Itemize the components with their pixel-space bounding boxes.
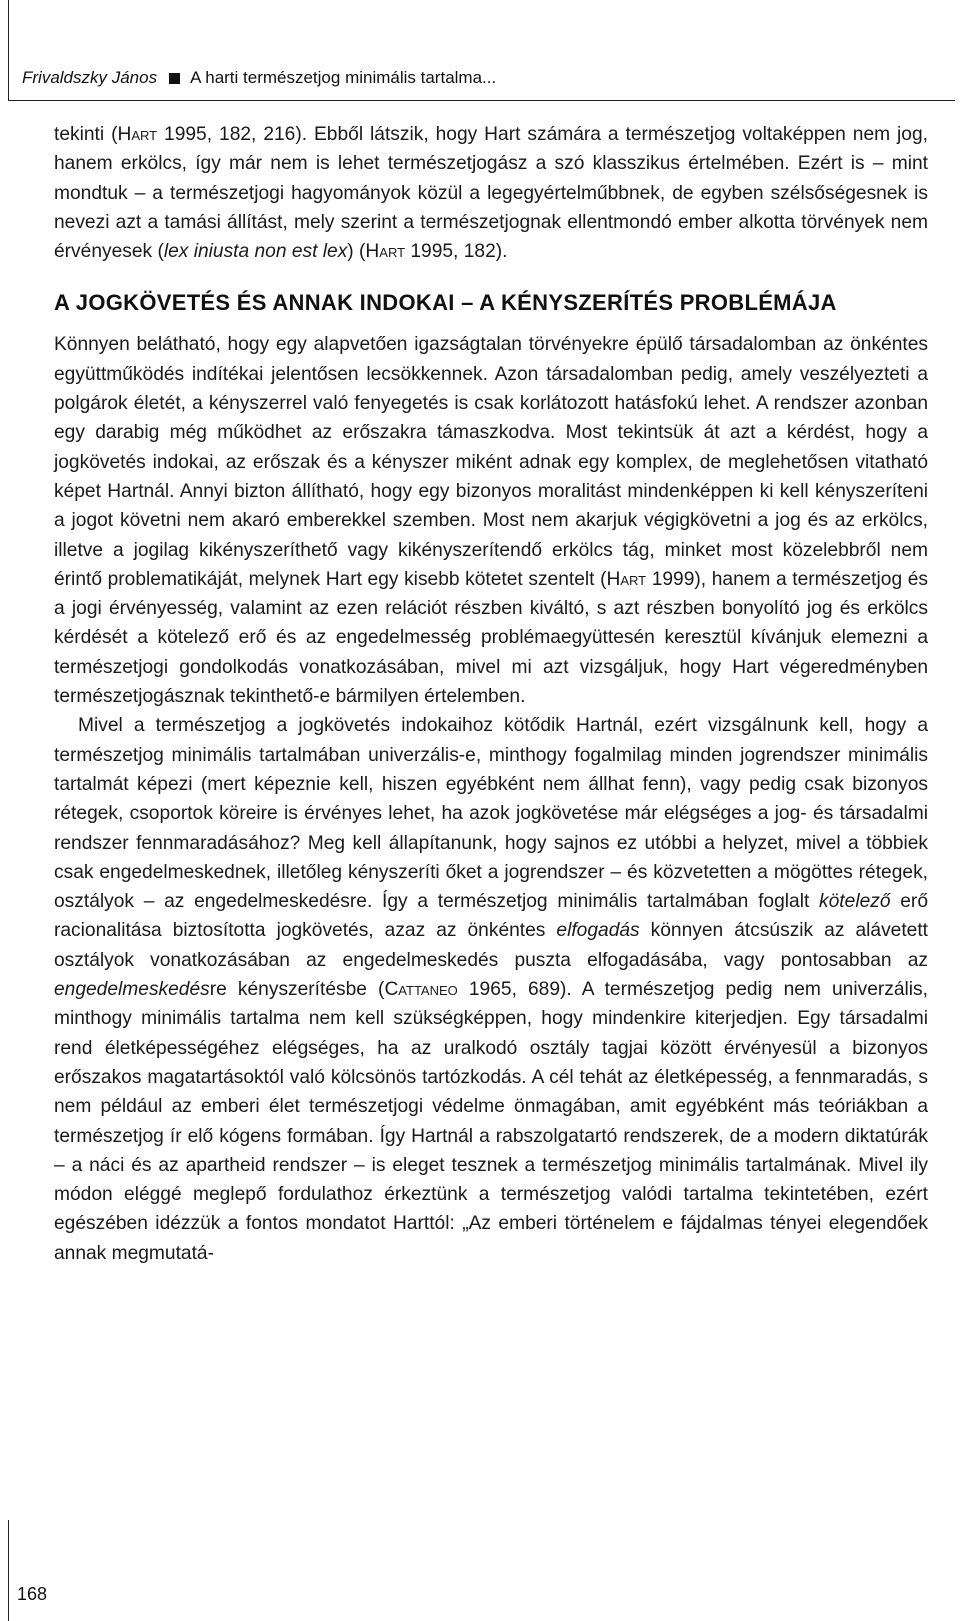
running-header (22, 68, 496, 88)
page-number: 168 (17, 1584, 48, 1604)
citation-author: Hart (606, 568, 647, 590)
header-title: A harti természetjog minimális tartalma... (190, 68, 497, 87)
paragraph-3: Mivel a természetjog a jogkövetés indokaihoz kötődik Hartnál, ezért vizsgálnunk kell, hogy a természetjog minimális tartalmában univerzális-e, minthogy fogalmilag minden jogrendszer minimális tartalmát képezi (mert képeznie kell, hiszen egyébként nem állhat fenn), vagy pedig csak bizonyos rétegek, csoportok köreire is érvényes lehet, ha azok jogkövetése már elégséges a jog- és társadalmi rendszer fennmaradásához? Meg kell állapítanunk, hogy sajnos ez utóbbi a helyzet, mivel a többiek csak engedelmeskednek, illetőleg kényszeríti őket a jogrendszer – és közvetetten a mögöttes rétegek, osztályok – az engedelmeskedésre. Így a természetjog minimális tartalmában foglalt kötelező erő racionalitása biztosította jogkövetés, azaz az önkéntes elfogadás könnyen átcsúszik az alávetett osztályok vonatkozásában az engedelmeskedés puszta elfogadásába, vagy pontosabban az engedelmeskedésre kényszerítésbe (Cattaneo 1965, 689). A természetjog pedig nem univerzális, minthogy minimális tartalma nem kell szükségképpen, hogy mindenkire kiterjedjen. Egy társadalmi rend életképességéhez elégséges, ha az uralkodó osztály tagjai között érvényesül a bizonyos erőszakos magatartásoktól való kölcsönös tartózkodás. A cél tehát az életképesség, a fennmaradás, s nem például az emberi élet természetjogi védelme önmagában, amit egyébként más teóriákban a természetjog ír elő kógens formában. Így Hartnál a rabszolgatartó rendszerek, de a modern diktatúrák – a náci és az apartheid rendszer – is eleget tesznek a természetjog minimális tartalmának. Mivel ily módon eléggé meglepő fordulathoz érkeztünk a természetjog valódi tartalma tekintetében, ezért egészében idézzük a fontos mondatot Harttól: „Az emberi történelem e fájdalmas tényei elegendőek annak megmutatá- (54, 715, 928, 1264)
citation-author: Hart (117, 124, 158, 145)
square-bullet-icon (169, 73, 180, 84)
emphasis: kötelező (819, 891, 891, 913)
header-author: Frivaldszky János (22, 68, 158, 87)
citation-author: Hart (365, 241, 406, 263)
section-heading: A JOGKÖVETÉS ÉS ANNAK INDOKAI – A KÉNYSZERÍTÉS PROBLÉMÁJA (54, 290, 837, 316)
paragraph-2: Könnyen belátható, hogy egy alapvetően igazságtalan törvényekre épülő társadalomban az önkéntes együttműködés indítékai jelentősen lecsökkennek. Azon társadalomban pedig, amely veszélyezteti a polgárok életét, a kényszerrel való fenyegetés is csak korlátozott hatásfokú lehet. A rendszer azonban egy darabig még működhet az erőszakra támaszkodva. Most tekintsük át azt a kérdést, hogy a jogkövetés indokai, az erőszak és a kényszer miként adnak egy komplex, de meglehetősen vitatható képet Hartnál. Annyi bizton állítható, hogy egy bizonyos moralitást mindenképpen ki kell kényszeríteni a jogot követni nem akaró emberekkel szemben. Most nem akarjuk végigkövetni a jog és az erkölcs, illetve a jogilag kikényszeríthető vagy kikényszerítendő erkölcs tág, minket most közelebbről nem érintő problematikáját, melynek Hart egy kisebb kötetet szentelt (Hart 1999), hanem a természetjog és a jogi érvényesség, valamint az ezen relációt részben kiváltó, s azt részben bonyolító jog és erkölcs kérdését a kötelező erő és az engedelmesség problémaegyüttesén keresztül kívánjuk elemezni a természetjogi gondolkodás vonatkozásában, mivel mi azt vizsgáljuk, hogy Hart végeredményben természetjogásznak tekinthető-e bármilyen értelemben. (54, 334, 928, 708)
latin-phrase: lex iniusta non est lex (163, 241, 348, 263)
emphasis: engedelmeskedés (54, 979, 210, 1001)
page-body (54, 120, 928, 1268)
paragraph-1: tekinti (Hart 1995, 182, 216). Ebből látszik, hogy Hart számára a természetjog voltaképpen nem jog, hanem erkölcs, így már nem is lehet természetjogász a szó klasszikus értelmében. Ezért is – mint mondtuk – a természetjogi hagyományok közül a legegyértelműbbnek, de egyben szélsőségesnek is nevezi azt a tamási állítást, mely szerint a természetjognak ellentmondó ember alkotta törvények nem érvényesek (lex iniusta non est lex) (Hart 1995, 182). (54, 124, 928, 263)
citation-author: Cattaneo (384, 979, 458, 1001)
page-number-frame (8, 1520, 73, 1621)
emphasis: elfogadás (556, 920, 640, 942)
